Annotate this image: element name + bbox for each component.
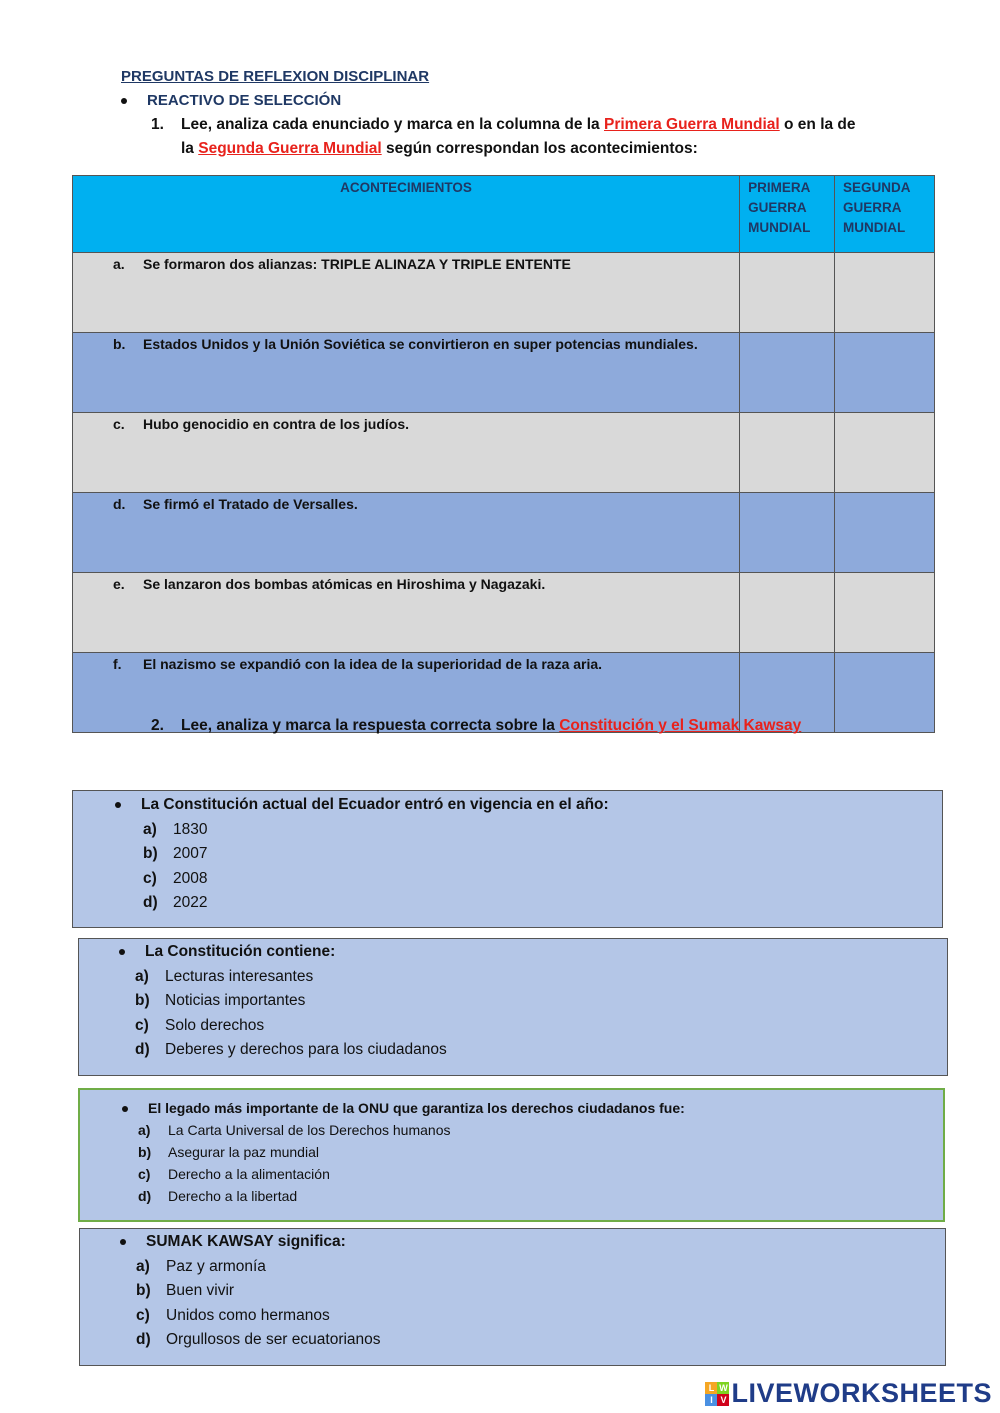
mark-cell-second[interactable] <box>835 653 935 733</box>
link-primera-guerra: Primera Guerra Mundial <box>603 116 780 133</box>
event-description: Estados Unidos y la Unión Soviética se convirtieron en super potencias mundiales. <box>143 336 698 352</box>
event-letter: c. <box>113 416 125 432</box>
link-constitucion: Constitución y el Sumak Kawsay <box>559 717 802 734</box>
option-d[interactable]: d) Derecho a la libertad <box>138 1188 298 1204</box>
option-c[interactable]: c) 2008 <box>143 869 208 887</box>
question-box-1 <box>72 790 943 928</box>
event-letter: a. <box>113 256 125 272</box>
bullet-icon <box>115 802 121 808</box>
instruction-1 <box>151 113 856 137</box>
question-box-4 <box>79 1228 946 1366</box>
table-row <box>73 253 935 333</box>
header-second-war: SEGUNDA GUERRA MUNDIAL <box>835 176 935 253</box>
mark-cell-second[interactable] <box>835 253 935 333</box>
event-description: El nazismo se expandió con la idea de la superioridad de la raza aria. <box>143 656 603 672</box>
question-text: El legado más importante de la ONU que garantiza los derechos ciudadanos fue: <box>122 1097 943 1119</box>
table-row <box>73 493 935 573</box>
mark-cell-second[interactable] <box>835 493 935 573</box>
section-heading-text: REACTIVO DE SELECCIÓN <box>147 92 342 109</box>
instruction-text: Lee, analiza y marca la respuesta correcta sobre la <box>181 717 560 734</box>
table-row <box>73 333 935 413</box>
instruction-text: según correspondan los acontecimientos: <box>381 140 698 157</box>
header-first-war: PRIMERA GUERRA MUNDIAL <box>740 176 835 253</box>
option-a[interactable]: a) Lecturas interesantes <box>135 967 314 985</box>
option-c[interactable]: c) Solo derechos <box>135 1016 265 1034</box>
mark-cell-first[interactable] <box>740 573 835 653</box>
option-b[interactable]: b) 2007 <box>143 845 208 862</box>
bullet-icon <box>120 1239 126 1245</box>
mark-cell-second[interactable] <box>835 413 935 493</box>
option-c[interactable]: c) Unidos como hermanos <box>136 1306 330 1324</box>
instruction-2 <box>151 714 801 738</box>
event-description: Hubo genocidio en contra de los judíos. <box>143 416 410 432</box>
question-box-2 <box>78 938 948 1076</box>
instruction-text: o en la de <box>779 116 856 133</box>
option-d[interactable]: d) 2022 <box>143 894 208 911</box>
option-b[interactable]: b) Buen vivir <box>136 1282 235 1299</box>
table-row <box>73 413 935 493</box>
instruction-number: 2. <box>151 717 164 734</box>
option-d[interactable]: d) Orgullosos de ser ecuatorianos <box>136 1331 381 1348</box>
section-heading <box>121 92 341 109</box>
mark-cell-first[interactable] <box>740 333 835 413</box>
mark-cell-first[interactable] <box>740 493 835 573</box>
mark-cell-second[interactable] <box>835 333 935 413</box>
event-letter: f. <box>113 656 122 672</box>
event-text <box>73 416 739 432</box>
question-text: SUMAK KAWSAY significa: <box>120 1230 945 1255</box>
event-text <box>73 256 739 272</box>
logo-icon: L W I V <box>705 1382 729 1406</box>
event-text <box>73 496 739 512</box>
event-description: Se lanzaron dos bombas atómicas en Hiroshima y Nagazaki. <box>143 576 546 592</box>
option-a[interactable]: a) 1830 <box>143 820 208 838</box>
mark-cell-second[interactable] <box>835 573 935 653</box>
event-letter: b. <box>113 336 126 352</box>
bullet-icon <box>119 949 125 955</box>
table-row <box>73 573 935 653</box>
event-description: Se firmó el Tratado de Versalles. <box>143 496 358 512</box>
option-d[interactable]: d) Deberes y derechos para los ciudadanos <box>135 1041 447 1058</box>
event-description: Se formaron dos alianzas: TRIPLE ALINAZA Y TRIPLE ENTENTE <box>143 256 571 272</box>
liveworksheets-logo <box>705 1378 992 1409</box>
option-b[interactable]: b) Asegurar la paz mundial <box>138 1144 319 1160</box>
mark-cell-first[interactable] <box>740 253 835 333</box>
logo-text: LIVEWORKSHEETS <box>731 1378 992 1408</box>
link-segunda-guerra: Segunda Guerra Mundial <box>198 140 382 157</box>
question-text: La Constitución actual del Ecuador entró en vigencia en el año: <box>115 793 942 818</box>
option-a[interactable]: a) Paz y armonía <box>136 1257 266 1275</box>
header-events: ACONTECIMIENTOS <box>73 176 740 253</box>
option-c[interactable]: c) Derecho a la alimentación <box>138 1166 330 1182</box>
option-a[interactable]: a) La Carta Universal de los Derechos humanos <box>138 1122 451 1138</box>
event-letter: d. <box>113 496 126 512</box>
mark-cell-first[interactable] <box>740 413 835 493</box>
instruction-number: 1. <box>151 116 164 133</box>
bullet-icon <box>121 98 127 104</box>
event-letter: e. <box>113 576 125 592</box>
event-text <box>73 656 739 672</box>
instruction-text: Lee, analiza cada enunciado y marca en la columna de la <box>181 116 604 133</box>
events-table <box>72 175 935 733</box>
question-text: La Constitución contiene: <box>119 940 947 965</box>
option-b[interactable]: b) Noticias importantes <box>135 992 306 1009</box>
instruction-text: la <box>181 140 199 157</box>
table-header-row <box>73 176 935 253</box>
instruction-1-cont <box>181 137 698 161</box>
event-text <box>73 336 739 352</box>
page-title: PREGUNTAS DE REFLEXION DISCIPLINAR <box>121 68 430 85</box>
question-box-3 <box>78 1088 945 1222</box>
bullet-icon <box>122 1106 128 1112</box>
event-text <box>73 576 739 592</box>
